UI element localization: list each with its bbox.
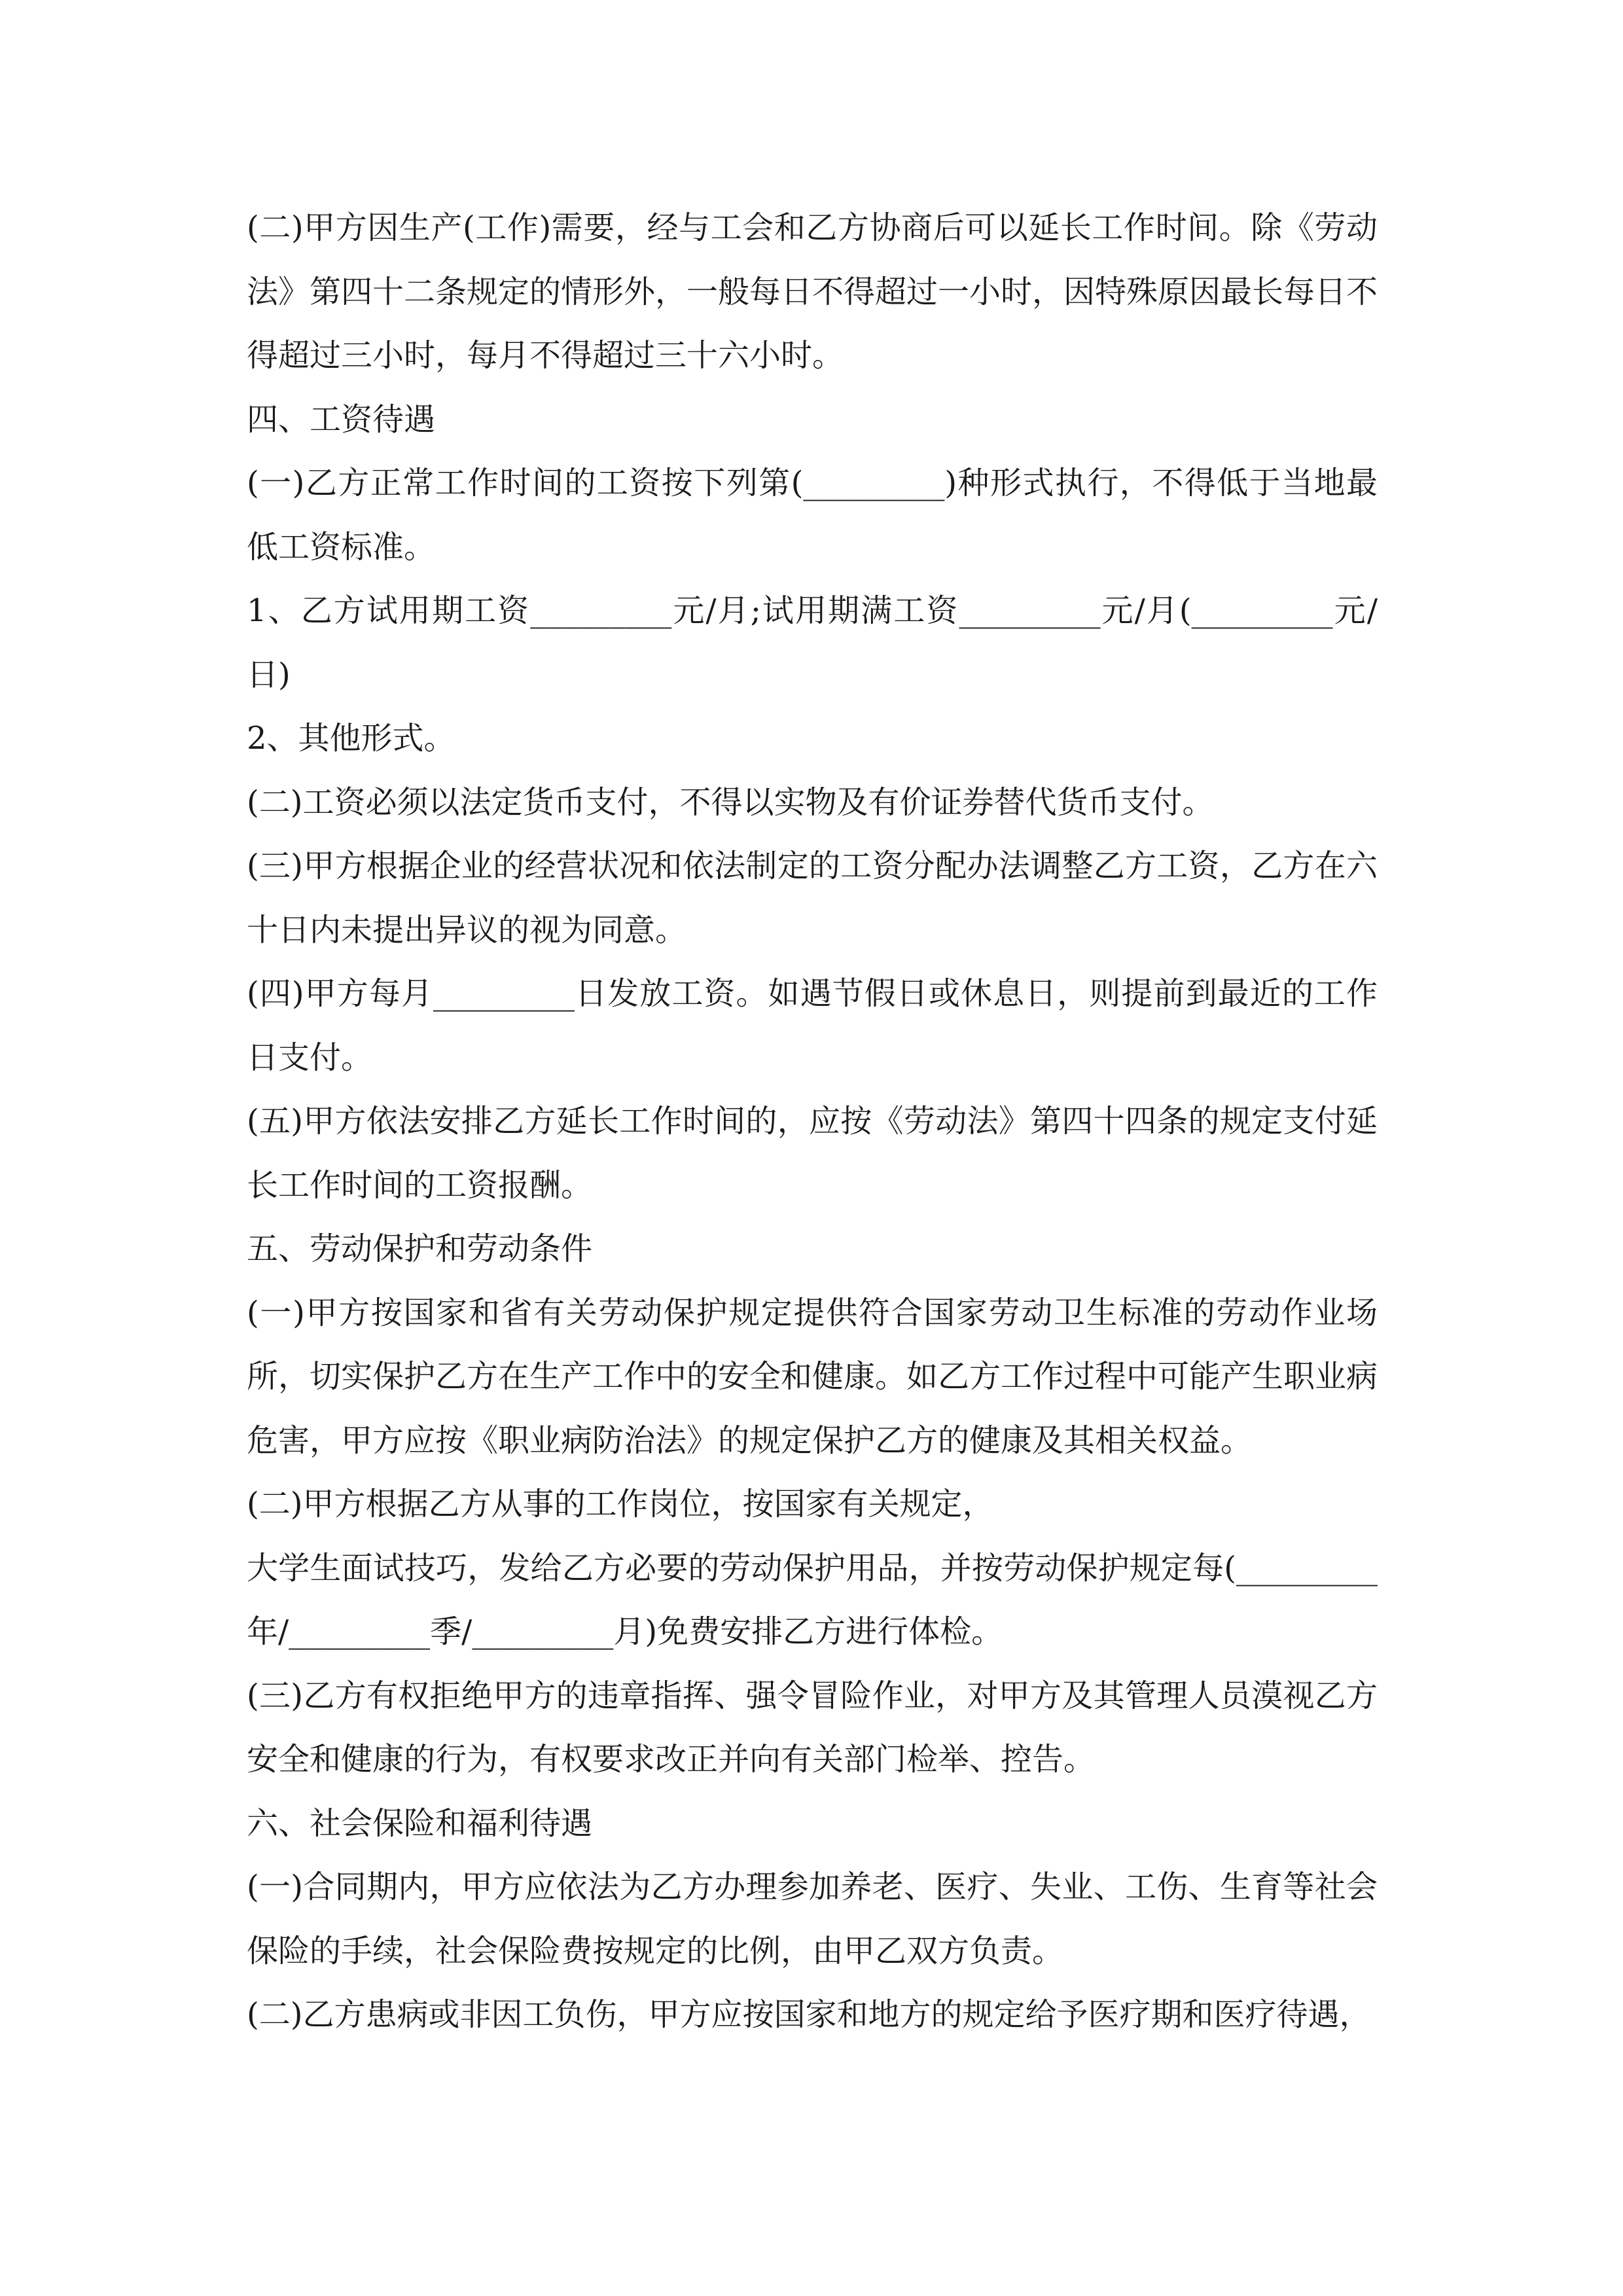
paragraph-medical-treatment: (二)乙方患病或非因工负伤，甲方应按国家和地方的规定给予医疗期和医疗待遇，	[247, 1996, 1371, 2033]
paragraph-protective-equipment: (二)甲方根据乙方从事的工作岗位，按国家有关规定，	[247, 1486, 994, 1522]
section-heading-wages: 四、工资待遇	[247, 401, 436, 438]
paragraph-workplace-safety: (一)甲方按国家和省有关劳动保护规定提供符合国家劳动卫生标准的劳动作业场所，切实保护乙方在生产工作中的安全和健康。如乙方工作过程中可能产生职业病危害，甲方应按《职业病防治法》的规定保护乙方的健康及其相关权益。	[247, 1294, 1378, 1459]
paragraph-wage-currency: (二)工资必须以法定货币支付，不得以实物及有价证券替代货币支付。	[247, 783, 1214, 821]
paragraph-health-check: 大学生面试技巧，发给乙方必要的劳动保护用品，并按劳动保护规定每(_________年/_________季/_________月)免费安排乙方进行体检。	[247, 1549, 1378, 1650]
section-heading-labor-protection: 五、劳动保护和劳动条件	[247, 1230, 593, 1267]
paragraph-refusal-right: (三)乙方有权拒绝甲方的违章指挥、强令冒险作业，对甲方及其管理人员漠视乙方安全和健康的行为，有权要求改正并向有关部门检举、控告。	[247, 1677, 1378, 1778]
paragraph-overtime-extension: (二)甲方因生产(工作)需要，经与工会和乙方协商后可以延长工作时间。除《劳动法》第四十二条规定的情形外，一般每日不得超过一小时，因特殊原因最长每日不得超过三小时，每月不得超过三十六小时。	[247, 209, 1378, 374]
paragraph-wage-adjustment: (三)甲方根据企业的经营状况和依法制定的工资分配办法调整乙方工资，乙方在六十日内未提出异议的视为同意。	[247, 848, 1378, 948]
paragraph-wage-other: 2、其他形式。	[247, 720, 455, 757]
paragraph-wage-probation: 1、乙方试用期工资_________元/月;试用期满工资_________元/月(_________元/日)	[247, 592, 1378, 693]
paragraph-wage-payday: (四)甲方每月_________日发放工资。如遇节假日或休息日，则提前到最近的工作日支付。	[247, 975, 1378, 1076]
section-heading-social-insurance: 六、社会保险和福利待遇	[247, 1804, 593, 1842]
document-body	[247, 196, 1378, 2047]
paragraph-overtime-pay: (五)甲方依法安排乙方延长工作时间的，应按《劳动法》第四十四条的规定支付延长工作时间的工资报酬。	[247, 1103, 1378, 1204]
paragraph-social-insurance: (一)合同期内，甲方应依法为乙方办理参加养老、医疗、失业、工伤、生育等社会保险的手续，社会保险费按规定的比例，由甲乙双方负责。	[247, 1869, 1378, 1969]
paragraph-wage-form: (一)乙方正常工作时间的工资按下列第(_________)种形式执行，不得低于当地最低工资标准。	[247, 465, 1378, 565]
